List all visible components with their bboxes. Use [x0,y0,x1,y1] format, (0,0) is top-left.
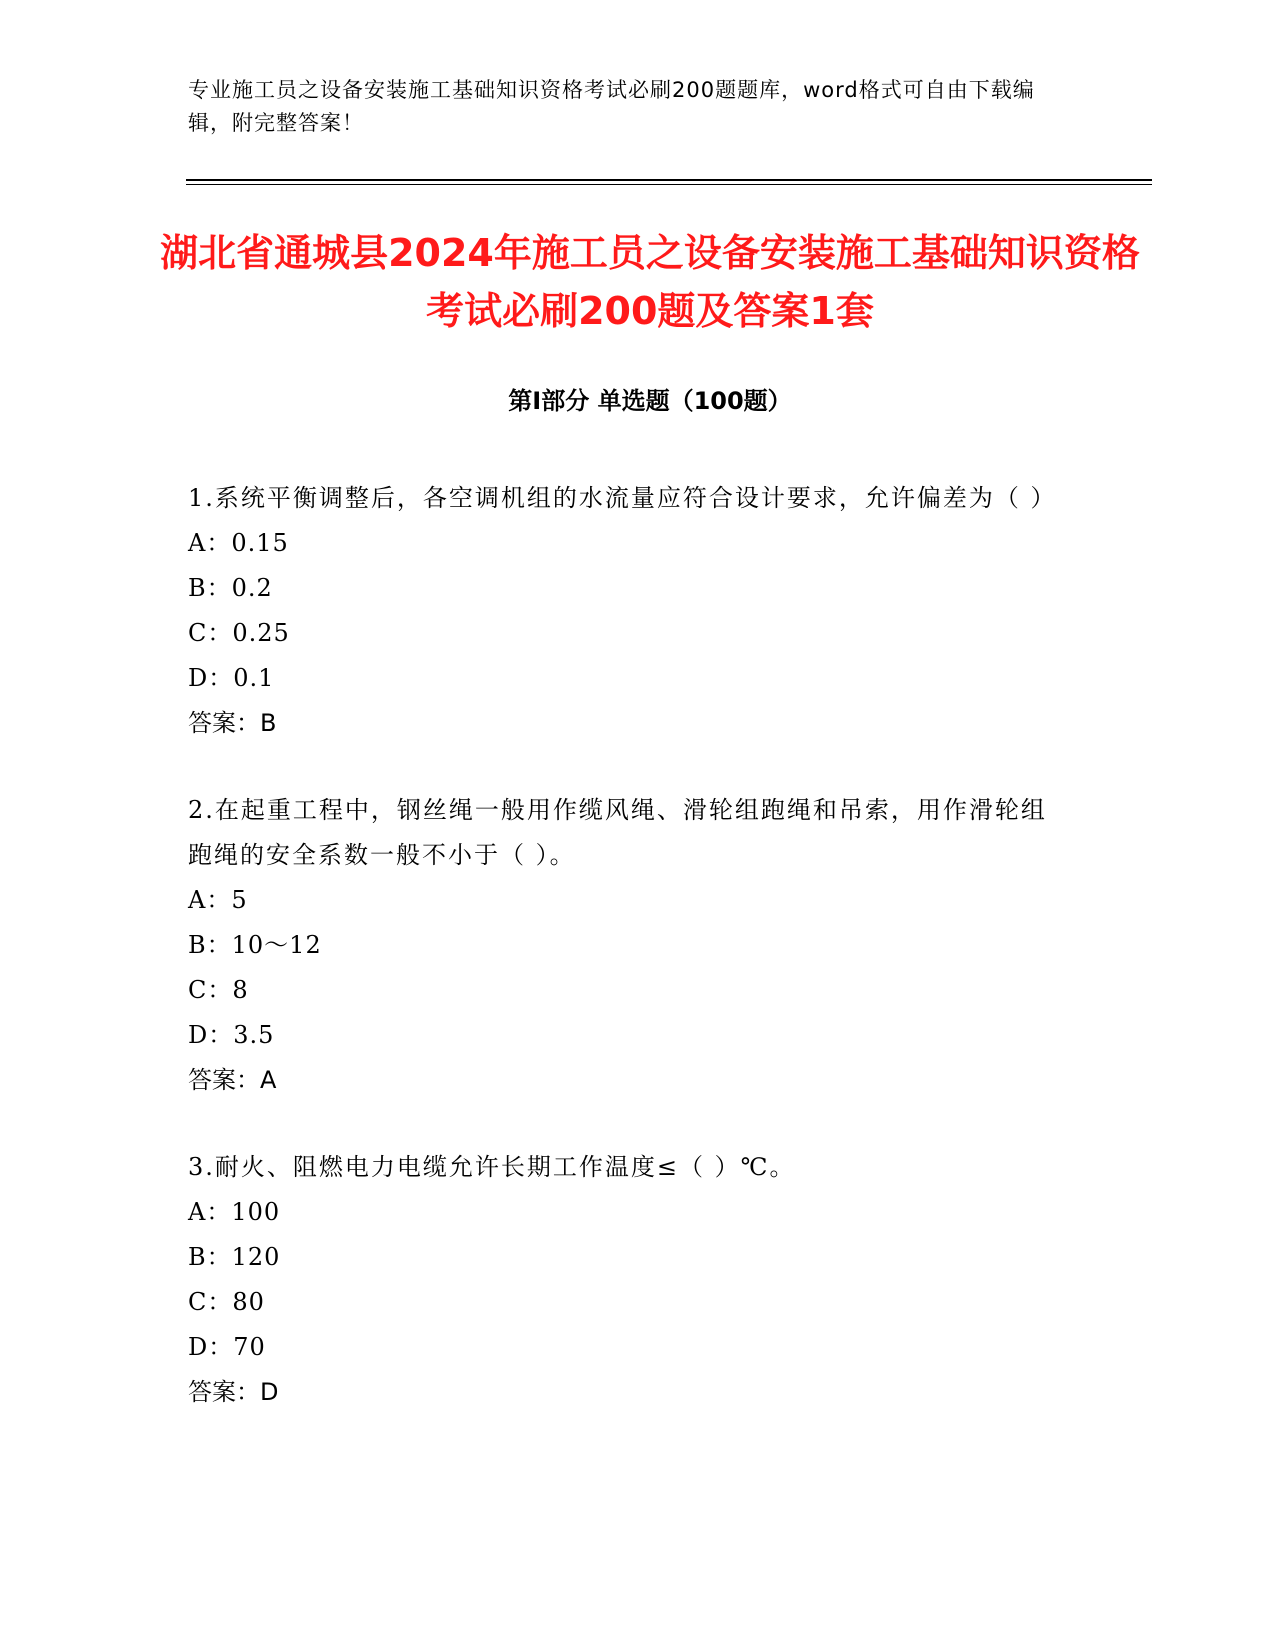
option-b: B：0.2 [188,574,273,602]
question-list [188,476,1068,1457]
document-title: 湖北省通城县2024年施工员之设备安装施工基础知识资格考试必刷200题及答案1套 [160,231,1140,333]
option-a: A：0.15 [188,529,289,557]
question-item [188,788,1068,1103]
header-note: 专业施工员之设备安装施工基础知识资格考试必刷200题题库，word格式可自由下载编辑，附完整答案！ [188,78,1035,135]
question-stem: 3.耐火、阻燃电力电缆允许长期工作温度≤（ ）℃。 [188,1153,796,1181]
question-item [188,1145,1068,1415]
option-d: D：3.5 [188,1021,275,1049]
answer-line: 答案：D [188,1378,279,1406]
option-c: C：0.25 [188,619,290,647]
question-stem: 1.系统平衡调整后，各空调机组的水流量应符合设计要求，允许偏差为（ ） [188,484,1057,512]
option-d: D：70 [188,1333,266,1361]
option-a: A：100 [188,1198,281,1226]
option-d: D：0.1 [188,664,275,692]
question-stem: 2.在起重工程中，钢丝绳一般用作缆风绳、滑轮组跑绳和吊索，用作滑轮组跑绳的安全系数一般不小于（ ）。 [188,796,1047,869]
question-item [188,476,1068,746]
answer-line: 答案：B [188,709,277,737]
option-b: B：120 [188,1243,281,1271]
header-divider-thin [186,184,1152,185]
answer-line: 答案：A [188,1066,277,1094]
option-b: B：10～12 [188,931,322,959]
option-c: C：8 [188,976,249,1004]
option-c: C：80 [188,1288,265,1316]
section-heading: 第Ⅰ部分 单选题（100题） [508,387,792,415]
header-divider-thick [186,179,1152,181]
option-a: A：5 [188,886,248,914]
